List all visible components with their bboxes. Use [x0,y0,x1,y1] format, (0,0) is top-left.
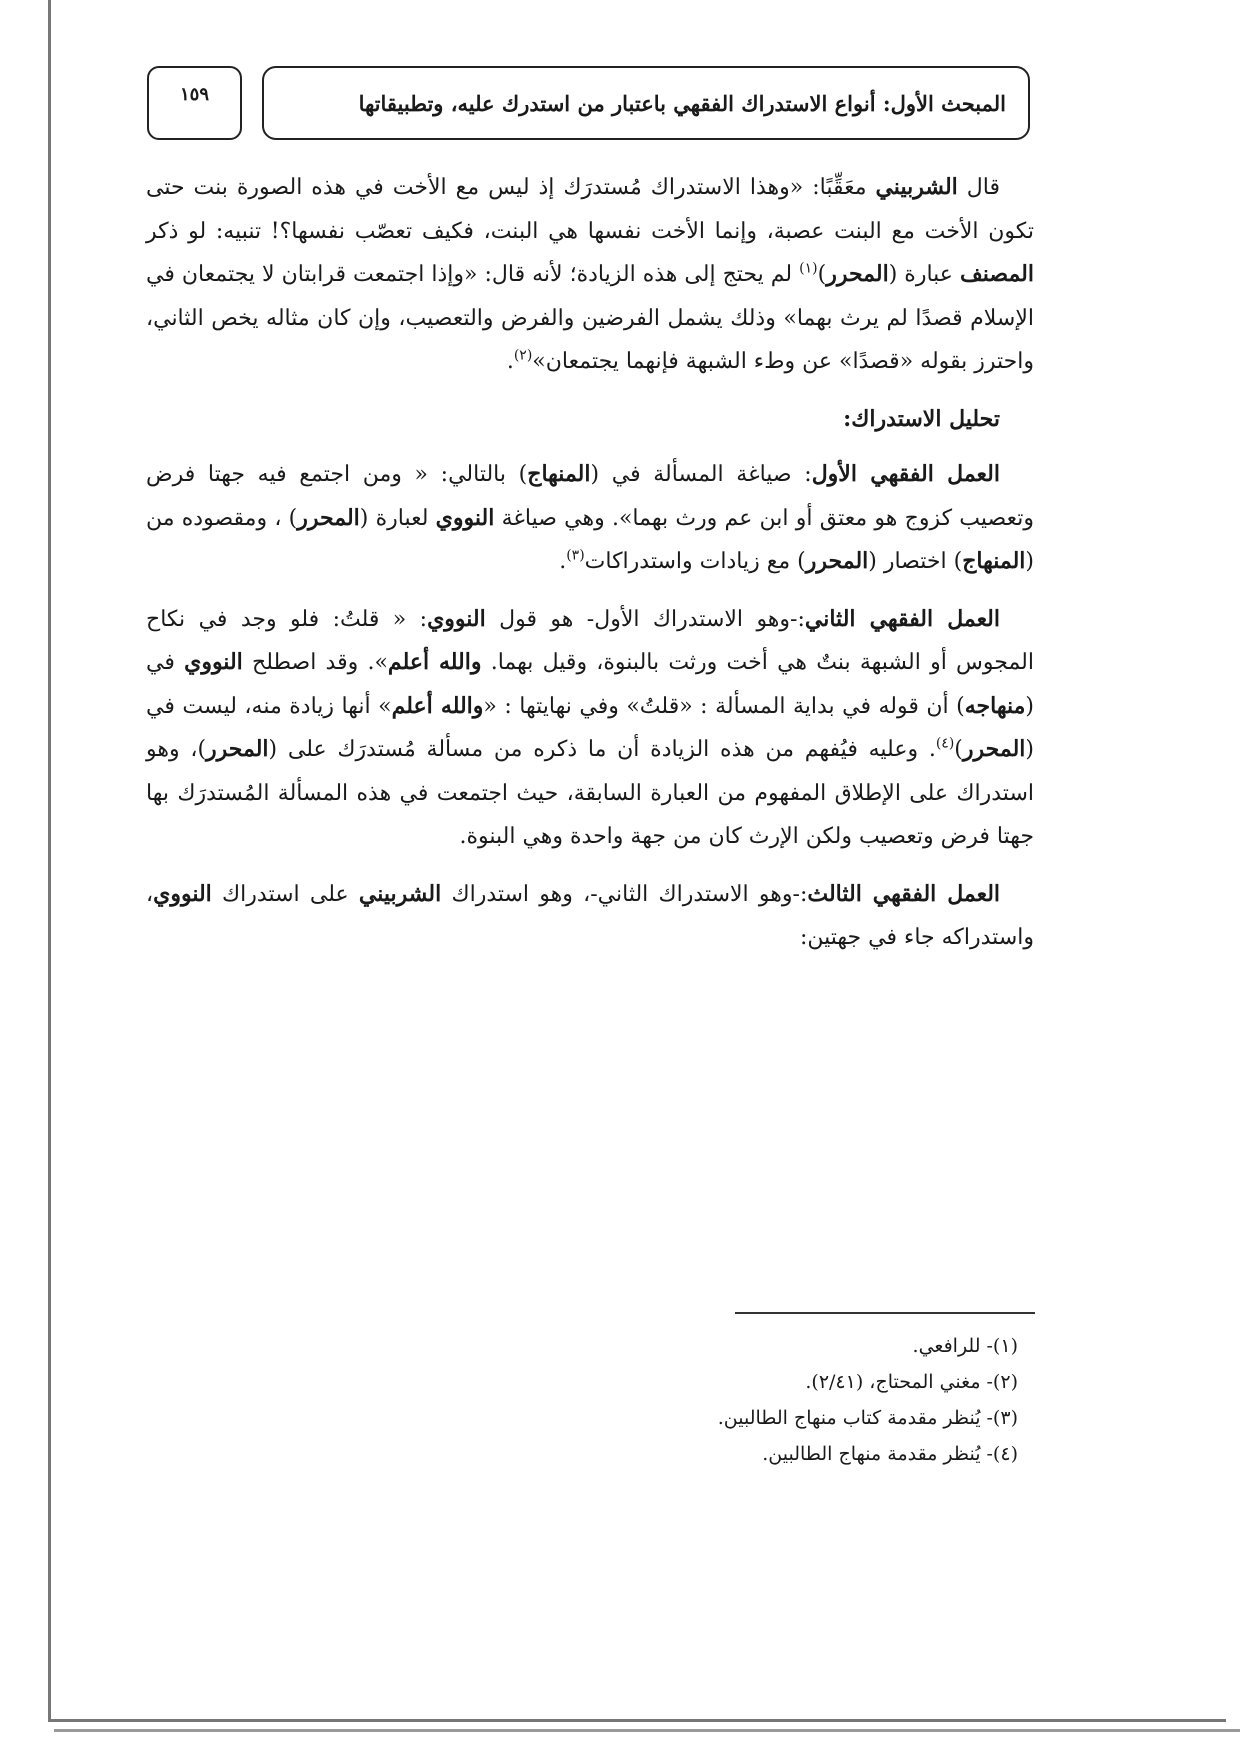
text-run: » أنها زيادة منه، ليست في ( [146,693,1034,762]
text-run: لعبارة ( [359,505,436,531]
page-number-box [147,66,242,140]
footnote-separator [735,1312,1035,1314]
text-run: . [559,549,567,574]
bold-name: المحرر [297,504,360,531]
paragraph-3 [146,598,1034,859]
bold-name: النووي [184,649,243,675]
footnote-ref-4[interactable]: (٤) [935,735,955,752]
bold-label: العمل الفقهي الثاني [804,605,1001,632]
footnote-text: للرافعي. [912,1335,981,1357]
bold-name: الشربيني [358,880,442,907]
bold-name: النووي [153,880,212,907]
footnotes [146,1328,1018,1472]
text-run: ) بالتالي: « ومن اجتمع فيه جهتا فرض وتعصيب كزوج هو معتق أو ابن عم ورث بهما». وهي صياغة [146,462,1034,531]
paragraph-2 [146,453,1034,584]
footnote-text: يُنظر مقدمة كتاب منهاج الطالبين. [717,1407,981,1429]
bold-label: العمل الفقهي الثالث [807,880,1001,907]
bold-name: المنهاج [962,548,1026,574]
footnote-ref-2[interactable]: (٢) [513,347,533,364]
text-run: :-وهو الاستدراك الثاني-، وهو استدراك [441,881,808,907]
bold-label: العمل الفقهي الأول [811,461,1000,487]
bold-name: الشربيني [875,174,958,200]
footnote-text: مغني المحتاج، (٢/٤١). [805,1371,981,1393]
text-run: :-وهو الاستدراك الأول- هو قول [485,606,805,632]
text-run: ». وقد اصطلح [242,650,388,675]
text-run: ، واستدراكه جاء في جهتين: [146,881,1034,950]
main-text [146,166,1034,974]
text-run: قال [957,175,1000,200]
bold-name: المحرر [206,736,269,762]
text-run: معَقِّبًا: «وهذا الاستدراك مُستدرَك إذ ليس مع الأخت في هذه الصورة بنت حتى تكون الأخت مع البنت عصبة، وإنما الأخت نفسها هي البنت، فكيف تعصّب نفسها؟! تنبيه: لو ذكر [146,175,1034,244]
text-run: ) اختصار ( [868,549,963,574]
text-run: لم يحتج إلى هذه الزيادة؛ لأنه قال: «وإذا اجتمعت قرابتان لا يجتمعان في الإسلام قصدًا لم يرث بهما» وذلك يشمل الفرضين والفرض والتعصيب، وإن كان مثاله يخص الثاني، واحترز بقوله «قصدًا» عن وطء الشبهة فإنهما يجتمعان» [146,262,1034,374]
footnote-number: (١)- [986,1335,1018,1357]
footnote-3 [146,1400,1018,1436]
text-run: . [506,349,514,374]
page-frame-shadow [54,1729,1240,1732]
bold-name: والله أعلم [387,649,482,675]
footnote-ref-1[interactable]: (١) [799,260,818,277]
bold-name: المحرر [962,736,1026,762]
footnote-4 [146,1436,1018,1472]
bold-name: المحرر [826,261,889,287]
paragraph-4 [146,873,1034,960]
text-run: )، وهو استدراك على الإطلاق المفهوم من العبارة السابقة، حيث اجتمعت في هذه المسألة المُستدرَك بها جهتا فرض وتعصيب ولكن الإرث كان من جهة واحدة وهي البنوة. [146,737,1034,849]
text-run: ) [817,262,827,287]
bold-name: والله أعلم [391,692,484,719]
text-run: ) [954,737,963,762]
footnote-number: (٣)- [986,1407,1018,1429]
bold-name: النووي [435,504,495,531]
text-run: ) مع زيادات واستدراكات [584,549,806,574]
bold-name: النووي [427,605,486,632]
page-number: ١٥٩ [179,84,209,105]
paragraph-1 [146,166,1034,384]
bold-name: منهاجه [964,692,1026,719]
footnote-number: (٢)- [986,1371,1018,1393]
bold-name: المحرر [805,548,869,574]
footnote-2 [146,1364,1018,1400]
text-run: في ( [146,650,1034,719]
chapter-title: المبحث الأول: أنواع الاستدراك الفقهي باعتبار من استدرك عليه، وتطبيقاتها [358,90,1006,116]
text-run: ) أن قوله في بداية المسألة : «قلتُ» وفي نهايتها : « [483,693,965,719]
footnote-ref-3[interactable]: (٣) [566,547,585,564]
text-run: ) ، ومقصوده من ( [146,505,1034,574]
text-run: : « قلتُ: فلو وجد في نكاح المجوس أو الشبهة بنتٌ هي أخت ورثت بالبنوة، وقيل بهما. [146,606,1034,675]
bold-name: المنهاج [527,461,591,487]
footnote-1 [146,1328,1018,1364]
text-run: على استدراك [211,881,359,907]
footnote-number: (٤)- [986,1443,1018,1465]
text-run: عبارة ( [888,262,960,287]
chapter-header [262,66,1030,140]
footnote-text: يُنظر مقدمة منهاج الطالبين. [762,1443,981,1465]
text-run: . وعليه فيُفهم من هذه الزيادة أن ما ذكره من مسألة مُستدرَك على ( [268,737,936,762]
bold-name: المصنف [959,261,1034,287]
text-run: : صياغة المسألة في ( [590,462,812,487]
section-heading: تحليل الاستدراك: [843,405,1000,432]
